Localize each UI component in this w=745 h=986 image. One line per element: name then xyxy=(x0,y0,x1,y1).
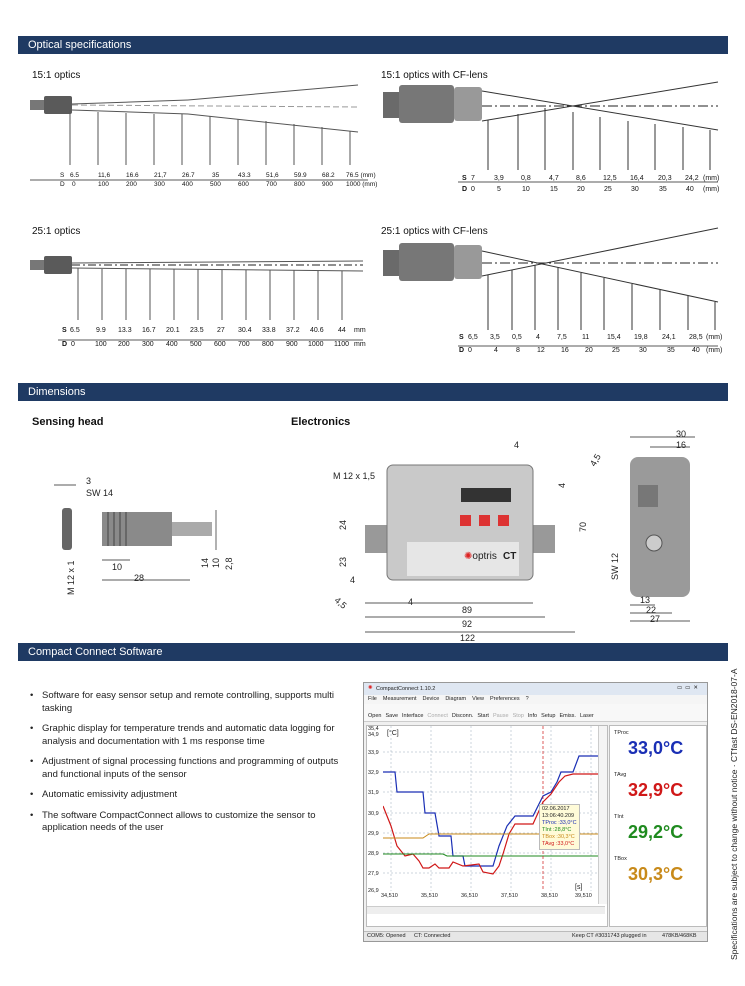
d-value: 30 xyxy=(631,186,639,193)
s-value: 3,9 xyxy=(494,175,504,182)
toolbar-emiss[interactable]: Emiss. xyxy=(559,713,576,719)
elec-dim-m12: M 12 x 1,5 xyxy=(333,471,376,481)
reading-value-tbox: 30,3°C xyxy=(628,864,684,884)
optics-15cf-title: 15:1 optics with CF-lens xyxy=(381,70,488,81)
series-tint xyxy=(383,854,598,856)
d-value: 20 xyxy=(577,186,585,193)
s-value: 20,3 xyxy=(658,175,672,182)
d-value: 800 xyxy=(294,181,305,188)
x-axis xyxy=(375,893,605,901)
toolbar-connect[interactable]: Connect xyxy=(427,713,448,719)
status-port: COM5: Opened xyxy=(367,933,406,939)
y-tick: 33,9 xyxy=(368,750,379,756)
s-value: 19,8 xyxy=(634,334,648,341)
s-value: 15,4 xyxy=(607,334,621,341)
elec-dim-45b: 4,5 xyxy=(332,595,349,611)
d-value: 0 xyxy=(471,186,475,193)
s-label: S xyxy=(462,175,467,182)
s-unit: (mm) xyxy=(706,334,723,341)
elec-dim-4c: 4 xyxy=(350,575,356,585)
window-titlebar xyxy=(364,683,707,695)
s-value: 24,1 xyxy=(662,334,676,341)
side-dim-22: 22 xyxy=(646,605,657,615)
d-value: 300 xyxy=(142,341,154,348)
d-value: 200 xyxy=(118,341,130,348)
tooltip-tproc: TProc :33,0°C xyxy=(542,820,577,826)
d-value: 1100 xyxy=(334,341,350,348)
toolbar-disconnect[interactable]: Disconn. xyxy=(451,713,474,719)
optics-15-diagram xyxy=(30,85,368,180)
d-value: 200 xyxy=(126,181,137,188)
head-dim-dia10: 10 xyxy=(211,557,221,568)
feature-item: • The software CompactConnect allows to customize the sensor to application needs of the user xyxy=(30,810,340,835)
s-value: 35 xyxy=(212,172,220,179)
y-tick: 30,9 xyxy=(368,811,379,817)
brand-text: optris xyxy=(472,551,497,562)
feature-item: • Software for easy sensor setup and remote controlling, supports multi tasking xyxy=(30,690,340,715)
optics-25cf-title: 25:1 optics with CF-lens xyxy=(381,226,488,237)
d-value: 12 xyxy=(537,347,545,354)
side-dim-27: 27 xyxy=(650,614,661,624)
optics-25-table xyxy=(62,327,392,349)
toolbar-laser[interactable]: Laser xyxy=(579,713,594,719)
d-value: 500 xyxy=(210,181,221,188)
s-value: 30.4 xyxy=(238,327,252,334)
optics-15-table xyxy=(60,172,390,192)
s-label: S xyxy=(60,172,65,179)
s-value: 6.5 xyxy=(70,172,80,179)
status-device: Keep CT #3031743 plugged in xyxy=(572,933,647,939)
d-label: D xyxy=(459,347,465,354)
s-value: 40.6 xyxy=(310,327,324,334)
elec-dim-23: 23 xyxy=(338,556,348,567)
optics-15cf-diagram xyxy=(383,82,718,182)
s-value: 11 xyxy=(582,334,590,341)
reading-value-tproc: 33,0°C xyxy=(628,738,684,758)
s-value: 13.3 xyxy=(118,327,132,334)
s-label: S xyxy=(459,334,464,341)
s-value: 27 xyxy=(217,327,225,334)
readings-panel xyxy=(609,725,707,927)
tooltip-time: 13:06:40.209 xyxy=(542,813,575,819)
s-value: 4 xyxy=(536,334,540,341)
reading-label: TAvg xyxy=(614,772,627,778)
elec-dim-70: 70 xyxy=(578,521,588,532)
d-value: 800 xyxy=(262,341,274,348)
s-value: 16.7 xyxy=(142,327,156,334)
optics-15-title: 15:1 optics xyxy=(32,70,81,81)
tooltip-tavg: TAvg :33,0°C xyxy=(542,841,575,847)
d-value: 0 xyxy=(468,347,472,354)
electronics-title: Electronics xyxy=(291,416,351,428)
d-value: 5 xyxy=(497,186,501,193)
s-value: 8,6 xyxy=(576,175,586,182)
s-unit: mm xyxy=(354,327,366,334)
toolbar-interface[interactable]: Interface xyxy=(402,713,424,719)
horizontal-scrollbar[interactable] xyxy=(367,906,605,914)
side-note: Specifications are subject to change without notice · CTfast DS-EN2018-07-A xyxy=(729,668,739,960)
head-dim-sw: SW 14 xyxy=(86,488,114,498)
s-value: 20.1 xyxy=(166,327,180,334)
trend-chart[interactable] xyxy=(366,725,608,927)
d-label: D xyxy=(462,186,468,193)
d-value: 40 xyxy=(692,347,700,354)
d-value: 25 xyxy=(604,186,612,193)
d-value: 900 xyxy=(322,181,333,188)
tooltip-tbox: TBox :30,3°C xyxy=(542,834,575,840)
x-unit: [s] xyxy=(575,884,583,891)
d-value: 100 xyxy=(98,181,109,188)
s-value: 28,5 xyxy=(689,334,703,341)
s-value: 16.6 xyxy=(126,172,139,179)
feature-item: • Adjustment of signal processing functions and programming of outputs and functional inputs of the sensor xyxy=(30,756,340,781)
elec-dim-4a: 4 xyxy=(514,440,520,450)
head-dim-dia28: 2,8 xyxy=(224,557,234,570)
tooltip-date: 02.06.2017 xyxy=(542,806,570,812)
y-tick: 26,9 xyxy=(368,888,379,894)
s-value: 26.7 xyxy=(182,172,195,179)
d-value: 0 xyxy=(72,181,76,188)
s-value: 51,6 xyxy=(266,172,279,179)
brand-mark-icon: ✺ xyxy=(464,551,473,562)
x-tick: 39,510 xyxy=(575,893,592,899)
elec-dim-4b: 4 xyxy=(557,482,567,488)
side-dim-sw12: SW 12 xyxy=(610,552,620,580)
d-label: D xyxy=(62,341,68,348)
side-dim-13: 13 xyxy=(640,595,651,605)
d-value: 400 xyxy=(182,181,193,188)
elec-dim-92: 92 xyxy=(462,619,473,629)
software-feature-list xyxy=(30,690,340,843)
d-label: D xyxy=(60,181,65,188)
s-value: 43.3 xyxy=(238,172,251,179)
menu-diagram[interactable]: Diagram xyxy=(445,696,467,702)
toolbar xyxy=(364,704,707,722)
d-value: 300 xyxy=(154,181,165,188)
section-optical-header: Optical specifications xyxy=(18,36,728,54)
d-unit: (mm) xyxy=(706,347,723,354)
s-value: 0,8 xyxy=(521,175,531,182)
d-value: 100 xyxy=(95,341,107,348)
section-dimensions-header: Dimensions xyxy=(18,383,728,401)
s-value: 59.9 xyxy=(294,172,307,179)
s-value: 37.2 xyxy=(286,327,300,334)
side-dim-30: 30 xyxy=(676,429,687,439)
reading-value-tavg: 32,9°C xyxy=(628,780,684,800)
s-value: 7,5 xyxy=(557,334,567,341)
head-dim-thread: M 12 x 1 xyxy=(66,560,76,595)
s-value: 6.5 xyxy=(70,327,80,334)
menu-preferences[interactable]: Preferences xyxy=(489,696,520,702)
y-tick: 32,9 xyxy=(368,770,379,776)
s-value: 23.5 xyxy=(190,327,204,334)
toolbar-save[interactable]: Save xyxy=(385,713,399,719)
elec-dim-45a: 4,5 xyxy=(588,452,603,468)
elec-dim-122: 122 xyxy=(460,633,476,643)
s-value: 7 xyxy=(471,175,475,182)
y-tick: 31,9 xyxy=(368,790,379,796)
s-value: 4,7 xyxy=(549,175,559,182)
app-icon: ✺ xyxy=(368,685,373,691)
d-value: 30 xyxy=(639,347,647,354)
toolbar-open[interactable]: Open xyxy=(368,713,382,719)
d-unit: mm xyxy=(354,341,366,348)
y-tick: 29,9 xyxy=(368,831,379,837)
x-tick: 38,510 xyxy=(541,893,558,899)
status-memory: 478KB/468KB xyxy=(662,933,697,939)
head-dim-28: 28 xyxy=(134,573,145,583)
chart-tooltip xyxy=(539,804,580,850)
d-value: 700 xyxy=(238,341,250,348)
d-value: 20 xyxy=(585,347,593,354)
electronics-model: CT xyxy=(503,551,517,562)
d-value: 40 xyxy=(686,186,694,193)
d-value: 0 xyxy=(71,341,75,348)
menu-device[interactable]: Device xyxy=(422,696,440,702)
toolbar-start[interactable]: Start xyxy=(477,713,489,719)
s-value: 16,4 xyxy=(630,175,644,182)
toolbar-pause[interactable]: Pause xyxy=(492,713,509,719)
s-value: 76.5 (mm) xyxy=(346,172,376,179)
d-value: 4 xyxy=(494,347,498,354)
s-value: 21,7 xyxy=(154,172,167,179)
y-tick: 34,9 xyxy=(368,732,379,738)
elec-dim-4d: 4 xyxy=(408,597,414,607)
d-value: 400 xyxy=(166,341,178,348)
elec-dim-89: 89 xyxy=(462,605,473,615)
sensing-head-title: Sensing head xyxy=(32,416,104,428)
menu-help[interactable]: ? xyxy=(525,696,529,702)
s-value: 11,6 xyxy=(98,172,111,179)
d-value: 15 xyxy=(550,186,558,193)
window-title: CompactConnect 1.10.2 xyxy=(376,686,436,692)
section-software-header: Compact Connect Software xyxy=(18,643,728,661)
d-value: 25 xyxy=(612,347,620,354)
s-value: 12,5 xyxy=(603,175,617,182)
electronics-drawing xyxy=(355,440,595,640)
optics-25cf-diagram xyxy=(383,228,718,346)
reading-label: TProc xyxy=(614,730,629,736)
d-value: 16 xyxy=(561,347,569,354)
optics-15cf-table xyxy=(462,175,732,197)
side-dim-16: 16 xyxy=(676,440,687,450)
compactconnect-window xyxy=(363,682,708,942)
s-value: 44 xyxy=(338,327,346,334)
d-value: 600 xyxy=(238,181,249,188)
d-value: 700 xyxy=(266,181,277,188)
electronics-side-drawing xyxy=(610,425,720,625)
s-value: 6,5 xyxy=(468,334,478,341)
head-dim-dia14: 14 xyxy=(200,557,210,568)
head-dim-10: 10 xyxy=(112,562,123,572)
chart-unit: [°C] xyxy=(387,730,399,737)
toolbar-info[interactable]: Info xyxy=(527,713,538,719)
tooltip-tint: TInt :28,8°C xyxy=(542,827,572,833)
d-value: 1000 xyxy=(308,341,324,348)
x-tick: 35,510 xyxy=(421,893,438,899)
head-dim-3: 3 xyxy=(86,476,92,486)
feature-item: • Automatic emissivity adjustment xyxy=(30,789,340,802)
menu-bar xyxy=(364,695,707,704)
s-value: 24,2 xyxy=(685,175,699,182)
s-label: S xyxy=(62,327,67,334)
toolbar-setup[interactable]: Setup xyxy=(541,713,556,719)
d-value: 1000 (mm) xyxy=(346,181,378,188)
menu-view[interactable]: View xyxy=(472,696,484,702)
status-bar xyxy=(364,931,707,941)
vertical-scrollbar[interactable] xyxy=(598,726,607,904)
x-tick: 34,510 xyxy=(381,893,398,899)
x-tick: 36,510 xyxy=(461,893,478,899)
d-value: 600 xyxy=(214,341,226,348)
d-value: 35 xyxy=(659,186,667,193)
y-tick: 28,9 xyxy=(368,851,379,857)
optics-25cf-table xyxy=(459,334,729,356)
elec-dim-24: 24 xyxy=(338,519,348,530)
status-connection: CT: Connected xyxy=(414,933,451,939)
d-value: 35 xyxy=(667,347,675,354)
window-controls-icon[interactable]: ▭▭✕ xyxy=(676,685,701,691)
s-value: 0,5 xyxy=(512,334,522,341)
s-unit: (mm) xyxy=(703,175,720,182)
electronics-brand xyxy=(464,551,497,562)
d-unit: (mm) xyxy=(703,186,720,193)
d-value: 10 xyxy=(522,186,530,193)
reading-label: TInt xyxy=(614,814,624,820)
optics-25-title: 25:1 optics xyxy=(32,226,81,237)
d-value: 900 xyxy=(286,341,298,348)
reading-value-tint: 29,2°C xyxy=(628,822,684,842)
feature-item: • Graphic display for temperature trends and automatic data logging for analysis and documentation with 1 ms response time xyxy=(30,723,340,748)
menu-file[interactable]: File xyxy=(368,696,377,702)
y-tick: 27,9 xyxy=(368,871,379,877)
s-value: 33.8 xyxy=(262,327,276,334)
d-value: 8 xyxy=(516,347,520,354)
d-value: 500 xyxy=(190,341,202,348)
reading-label: TBox xyxy=(614,856,627,862)
s-value: 68.2 xyxy=(322,172,335,179)
x-tick: 37,510 xyxy=(501,893,518,899)
toolbar-stop[interactable]: Stop xyxy=(512,713,524,719)
s-value: 3,5 xyxy=(490,334,500,341)
s-value: 9.9 xyxy=(96,327,106,334)
menu-measurement[interactable]: Measurement xyxy=(382,696,417,702)
y-tick: 35,4 xyxy=(368,726,379,732)
